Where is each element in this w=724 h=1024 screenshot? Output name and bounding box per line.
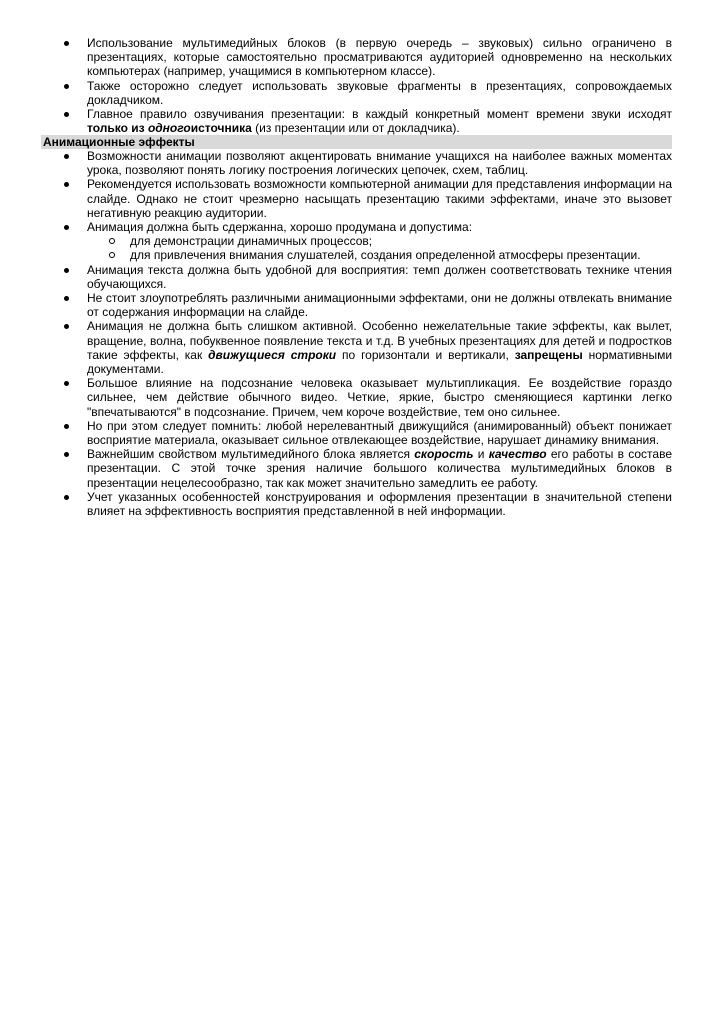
bullet-icon	[64, 495, 69, 500]
item-text: Не стоит злоупотреблять различными анимационными эффектами, они не должны отвлекать внимание от содержания информации на слайде.	[87, 291, 672, 320]
bullet-icon	[64, 324, 69, 329]
item-text: Но при этом следует помнить: любой нерелевантный движущийся (анимированный) объект понижает восприятие материала, оказывает сильное отвлекающее воздействие, нарушает динамику внимания.	[87, 418, 672, 448]
list-item	[0, 36, 724, 79]
item-text-bold: только из	[87, 121, 148, 136]
bullet-icon	[64, 154, 69, 159]
item-text-bold-italic: скорость	[414, 447, 474, 462]
sub-item-text: для демонстрации динамичных процессов;	[130, 234, 373, 249]
list-item	[0, 263, 724, 291]
circle-bullet-icon	[109, 238, 115, 244]
section-heading: Анимационные эффекты	[41, 135, 672, 149]
item-text: Также осторожно следует использовать звуковые фрагменты в презентациях, сопровождаемых докладчиком.	[87, 78, 672, 107]
sound-bullet-list	[0, 36, 724, 135]
item-text: и	[473, 447, 489, 462]
list-item	[0, 177, 724, 220]
item-text: Анимация не должна быть слишком активной. Особенно нежелательные такие эффекты, как вылет, вращение, волна, побуквенное появление текста и т.д. В учебных презентациях для детей и подростков такие эффекты, как	[87, 319, 672, 362]
item-text: Главное правило озвучивания презентации: в каждый конкретный момент времени звуки исходят	[87, 107, 672, 122]
list-item	[0, 291, 724, 319]
item-text: Анимация должна быть сдержанна, хорошо продумана и допустима:	[87, 220, 473, 235]
list-item	[0, 447, 724, 490]
bullet-icon	[64, 112, 69, 117]
item-text-bold-italic: одного	[147, 121, 191, 136]
list-item	[0, 220, 724, 234]
list-item	[0, 319, 724, 376]
list-item	[0, 419, 724, 447]
list-item	[0, 376, 724, 419]
list-item	[0, 79, 724, 107]
sub-list-container	[0, 234, 724, 262]
sub-list-item	[0, 234, 724, 248]
item-text: Использование мультимедийных блоков (в первую очередь – звуковых) сильно ограничено в презентациях, которые самостоятельно просматриваются аудиторией одновременно на нескольких компьютерах (например, учащимися в компьютерном классе).	[87, 36, 672, 79]
bullet-icon	[64, 268, 69, 273]
bullet-icon	[64, 84, 69, 89]
list-item	[0, 490, 724, 518]
bullet-icon	[64, 296, 69, 301]
bullet-icon	[64, 41, 69, 46]
animation-section	[0, 135, 724, 518]
item-text-bold-italic: качество	[488, 447, 547, 462]
item-text: Анимация текста должна быть удобной для восприятия: темп должен соответствовать технике чтения обучающихся.	[87, 262, 672, 291]
item-text-bold-italic: движущиеся строки	[208, 347, 337, 362]
animation-bullet-list	[0, 149, 724, 518]
bullet-icon	[64, 381, 69, 386]
item-text: по горизонтали и вертикали,	[336, 347, 515, 362]
item-text: Учет указанных особенностей конструирования и оформления презентации в значительной степени влияет на эффективность восприятия представленной в ней информации.	[87, 489, 672, 519]
list-item	[0, 107, 724, 135]
bullet-icon	[64, 424, 69, 429]
circle-bullet-icon	[109, 252, 115, 258]
item-text: Возможности анимации позволяют акцентировать внимание учащихся на наиболее важных моментах урока, позволяют понять логику построения логических цепочек, схем, таблиц.	[87, 149, 672, 178]
item-text: Важнейшим свойством мультимедийного блока является	[87, 447, 415, 462]
item-text: Большое влияние на подсознание человека оказывает мультипликация. Ее воздействие гораздо сильнее, чем действие обычного видео. Четкие, яркие, быстро сменяющиеся картинки легко "впечатываются" в подсознание. Причем, чем короче воздействие, тем оно сильнее.	[87, 376, 672, 419]
item-text-bold: источника	[190, 121, 252, 136]
item-text: его работы в составе презентации. С этой точке зрения наличие большого количества мультимедийных блоков в презентации нецелесообразно, так как может значительно замедлить ее работу.	[87, 447, 672, 490]
bullet-icon	[64, 452, 69, 457]
item-text: (из презентации или от докладчика).	[251, 121, 460, 136]
list-item	[0, 149, 724, 177]
item-text-bold: запрещены	[514, 347, 583, 362]
sub-list	[0, 234, 724, 262]
item-text: Рекомендуется использовать возможности компьютерной анимации для представления информации на слайде. Однако не стоит чрезмерно насыщать презентацию такими эффектами, иначе это вызовет негативную реакцию аудитории.	[87, 177, 672, 220]
sub-list-item	[0, 248, 724, 262]
bullet-icon	[64, 225, 69, 230]
bullet-icon	[64, 182, 69, 187]
sub-item-text: для привлечения внимания слушателей, создания определенной атмосферы презентации.	[130, 248, 641, 263]
item-text: нормативными документами.	[87, 347, 673, 377]
